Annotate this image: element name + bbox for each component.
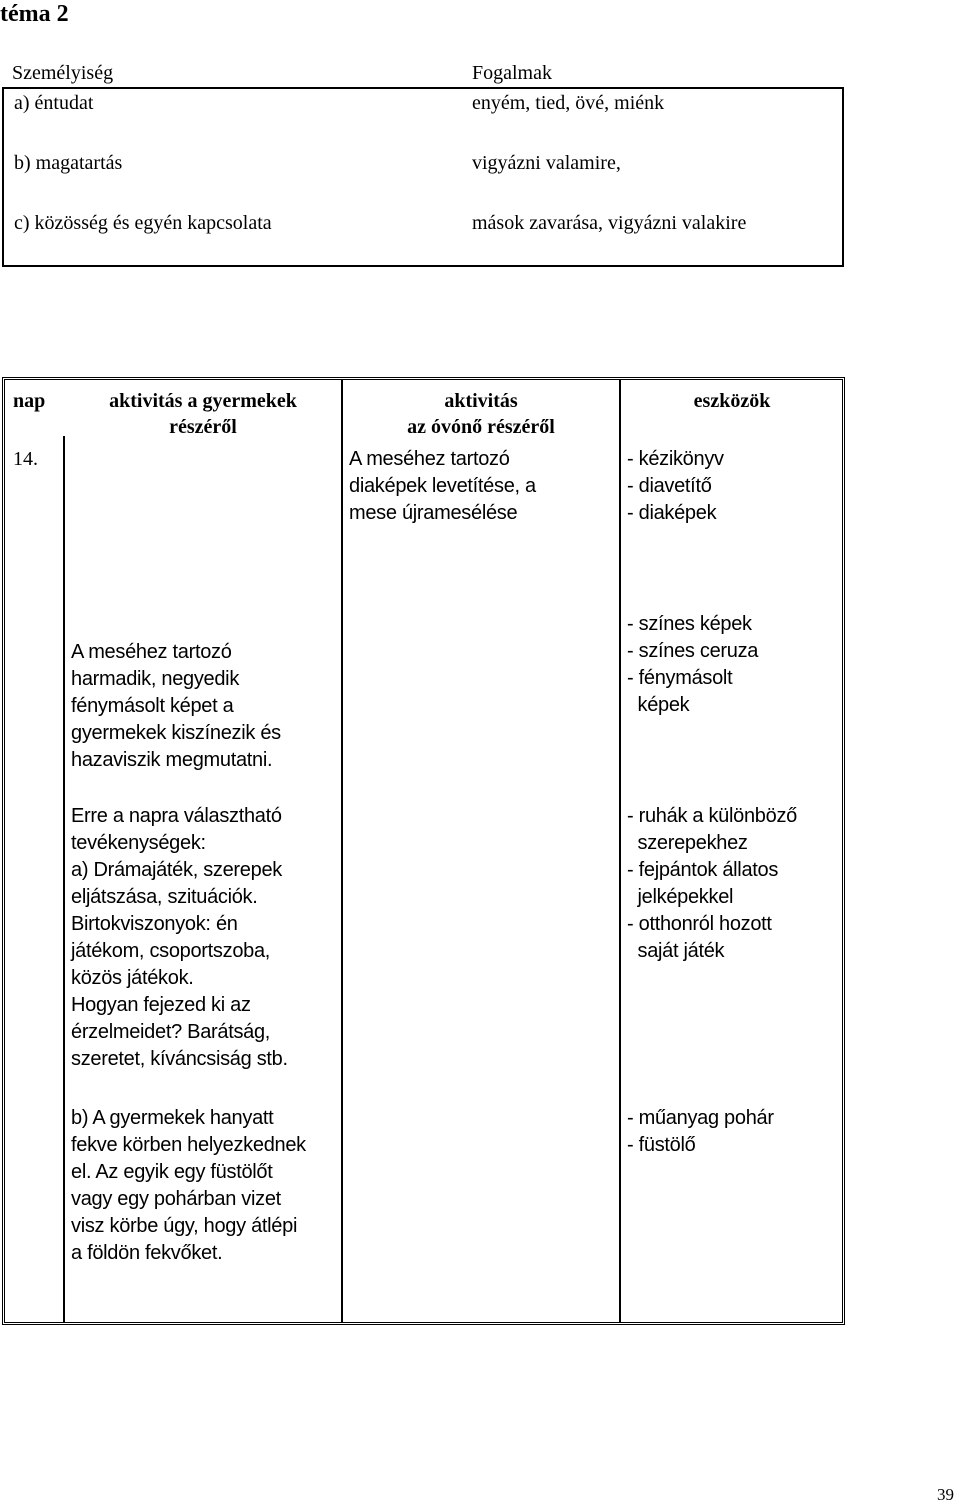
text-line: a földön fekvőket.	[71, 1242, 223, 1264]
text-line: - műanyag pohár	[627, 1107, 774, 1129]
header-line: aktivitás a gyermekek	[109, 390, 297, 412]
text-line: vagy egy pohárban vizet	[71, 1188, 281, 1210]
header-line: az óvónő részéről	[407, 416, 555, 438]
header-line: részéről	[169, 416, 237, 438]
text-line: mese újramesélése	[349, 502, 518, 524]
column-divider	[619, 380, 621, 1322]
text-line: jelképekkel	[627, 886, 734, 908]
text-line: A meséhez tartozó	[349, 448, 510, 470]
tools-list	[627, 611, 758, 719]
children-activity-text	[71, 1105, 306, 1267]
column-divider	[63, 436, 65, 1322]
column-header-fogalmak: Fogalmak	[472, 62, 552, 84]
row-right-text: enyém, tied, övé, miénk	[472, 92, 665, 114]
text-line: visz körbe úgy, hogy átlépi	[71, 1215, 298, 1237]
text-line: el. Az egyik egy füstölőt	[71, 1161, 273, 1183]
column-divider	[341, 380, 343, 1322]
text-line: Birtokviszonyok: én	[71, 913, 238, 935]
text-line: - füstölő	[627, 1134, 696, 1156]
concept-table	[2, 87, 844, 267]
tools-list	[627, 1105, 774, 1159]
row-right-text: vigyázni valamire,	[472, 152, 621, 174]
children-activity-text	[71, 639, 281, 774]
text-line: a) Drámajáték, szerepek	[71, 859, 282, 881]
tools-list	[627, 446, 724, 527]
text-line: - otthonról hozott	[627, 913, 772, 935]
text-line: érzelmeidet? Barátság,	[71, 1021, 271, 1043]
day-number: 14.	[13, 448, 38, 470]
text-line: Erre a napra választható	[71, 805, 282, 827]
text-line: képek	[627, 694, 690, 716]
text-line: Hogyan fejezed ki az	[71, 994, 251, 1016]
text-line: - színes ceruza	[627, 640, 759, 662]
page-number: 39	[937, 1485, 954, 1504]
header-tools: eszközök	[693, 390, 771, 412]
text-line: szeretet, kíváncsiság stb.	[71, 1048, 288, 1070]
text-line: közös játékok.	[71, 967, 194, 989]
page-title: téma 2	[0, 1, 69, 27]
children-activity-text	[71, 803, 288, 1073]
text-line: - diavetítő	[627, 475, 712, 497]
text-line: A meséhez tartozó	[71, 641, 232, 663]
text-line: harmadik, negyedik	[71, 668, 240, 690]
text-line: játékom, csoportszoba,	[71, 940, 271, 962]
text-line: saját játék	[627, 940, 725, 962]
text-line: - fejpántok állatos	[627, 859, 779, 881]
text-line: - kézikönyv	[627, 448, 724, 470]
text-line: hazaviszik megmutatni.	[71, 749, 273, 771]
teacher-activity-text	[349, 446, 536, 527]
header-line: aktivitás	[444, 390, 518, 412]
text-line: - diaképek	[627, 502, 717, 524]
header-teacher-activity	[343, 388, 619, 440]
activity-table	[2, 377, 845, 1325]
text-line: gyermekek kiszínezik és	[71, 722, 281, 744]
text-line: - színes képek	[627, 613, 752, 635]
header-children-activity	[65, 388, 341, 440]
row-left-text: b) magatartás	[14, 152, 123, 174]
text-line: fekve körben helyezkednek	[71, 1134, 306, 1156]
row-left-text: c) közösség és egyén kapcsolata	[14, 212, 272, 234]
row-left-text: a) éntudat	[14, 92, 94, 114]
row-right-text: mások zavarása, vigyázni valakire	[472, 212, 747, 234]
text-line: b) A gyermekek hanyatt	[71, 1107, 274, 1129]
text-line: szerepekhez	[627, 832, 748, 854]
text-line: tevékenységek:	[71, 832, 206, 854]
text-line: fénymásolt képet a	[71, 695, 234, 717]
text-line: eljátszása, szituációk.	[71, 886, 258, 908]
text-line: diaképek levetítése, a	[349, 475, 536, 497]
header-nap: nap	[13, 390, 46, 412]
column-header-szemelyiseg: Személyiség	[12, 62, 114, 84]
text-line: - ruhák a különböző	[627, 805, 797, 827]
text-line: - fénymásolt	[627, 667, 733, 689]
tools-list	[627, 803, 797, 965]
